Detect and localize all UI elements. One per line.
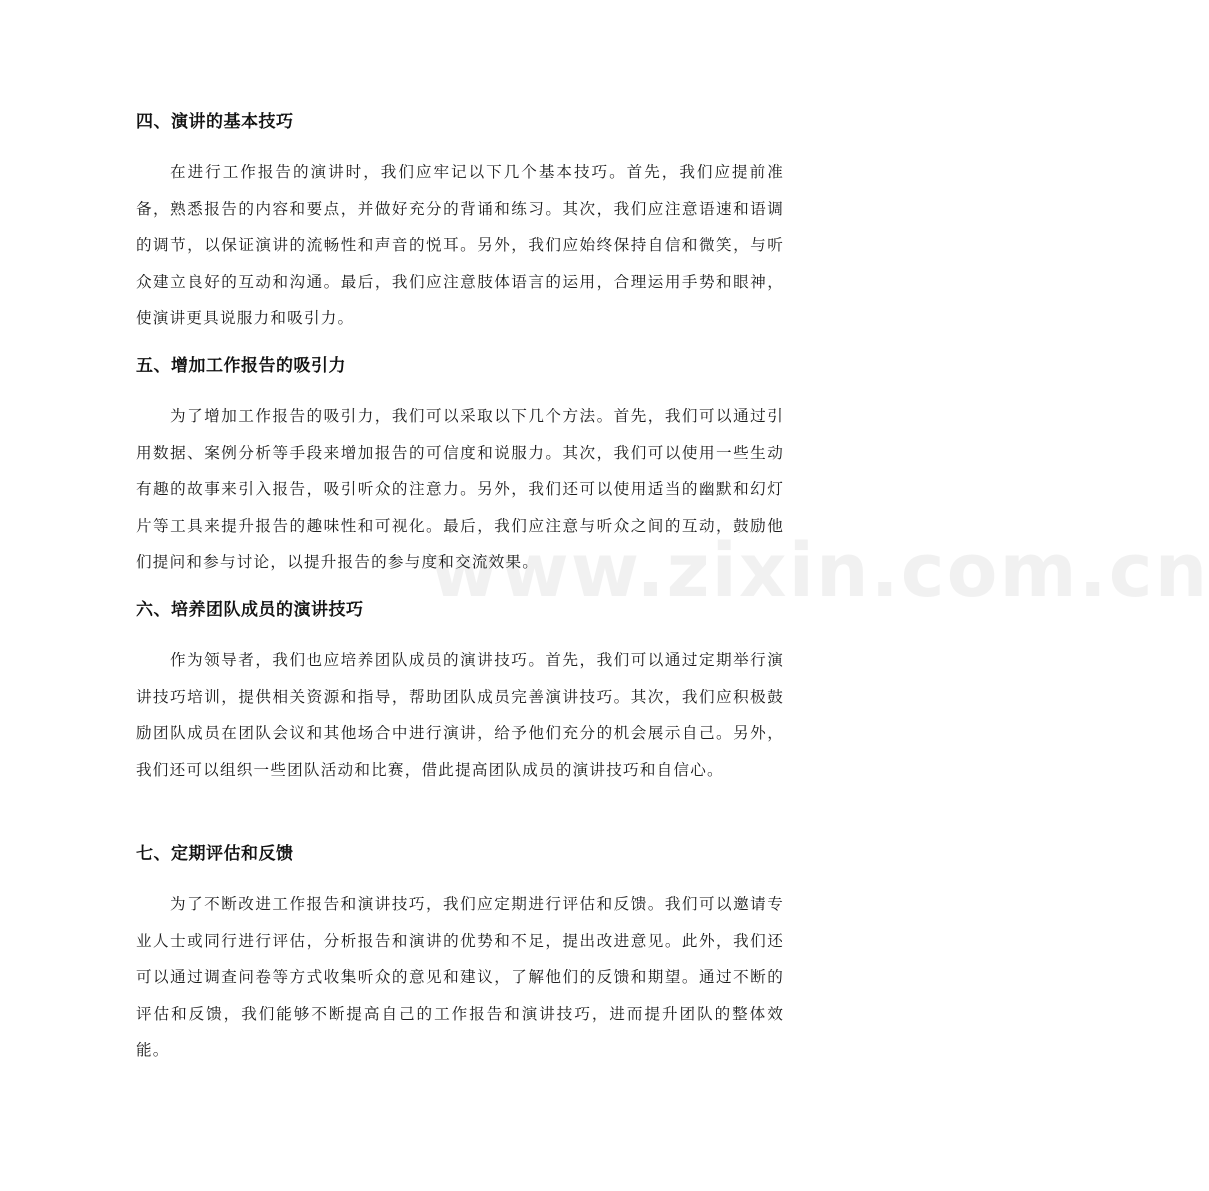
section-paragraph-7: 为了不断改进工作报告和演讲技巧，我们应定期进行评估和反馈。我们可以邀请专业人士或同行进行评估，分析报告和演讲的优势和不足，提出改进意见。此外，我们还可以通过调查问卷等方式收集听众的意见和建议，了解他们的反馈和期望。通过不断的评估和反馈，我们能够不断提高自己的工作报告和演讲技巧，进而提升团队的整体效能。 — [136, 895, 784, 1059]
section-heading-6: 六、培养团队成员的演讲技巧 — [136, 600, 364, 620]
section-paragraph-4: 在进行工作报告的演讲时，我们应牢记以下几个基本技巧。首先，我们应提前准备，熟悉报告的内容和要点，并做好充分的背诵和练习。其次，我们应注意语速和语调的调节，以保证演讲的流畅性和声音的悦耳。另外，我们应始终保持自信和微笑，与听众建立良好的互动和沟通。最后，我们应注意肢体语言的运用，合理运用手势和眼神，使演讲更具说服力和吸引力。 — [136, 163, 784, 327]
section-heading-4: 四、演讲的基本技巧 — [136, 112, 294, 132]
section-paragraph-6: 作为领导者，我们也应培养团队成员的演讲技巧。首先，我们可以通过定期举行演讲技巧培训，提供相关资源和指导，帮助团队成员完善演讲技巧。其次，我们应积极鼓励团队成员在团队会议和其他场合中进行演讲，给予他们充分的机会展示自己。另外，我们还可以组织一些团队活动和比赛，借此提高团队成员的演讲技巧和自信心。 — [136, 651, 784, 779]
section-paragraph-5: 为了增加工作报告的吸引力，我们可以采取以下几个方法。首先，我们可以通过引用数据、案例分析等手段来增加报告的可信度和说服力。其次，我们可以使用一些生动有趣的故事来引入报告，吸引听众的注意力。另外，我们还可以使用适当的幽默和幻灯片等工具来提升报告的趣味性和可视化。最后，我们应注意与听众之间的互动，鼓励他们提问和参与讨论，以提升报告的参与度和交流效果。 — [136, 407, 784, 571]
site-watermark: www.zixin.com.cn — [430, 528, 1209, 614]
section-heading-5: 五、增加工作报告的吸引力 — [136, 356, 346, 376]
section-heading-7: 七、定期评估和反馈 — [136, 844, 294, 864]
